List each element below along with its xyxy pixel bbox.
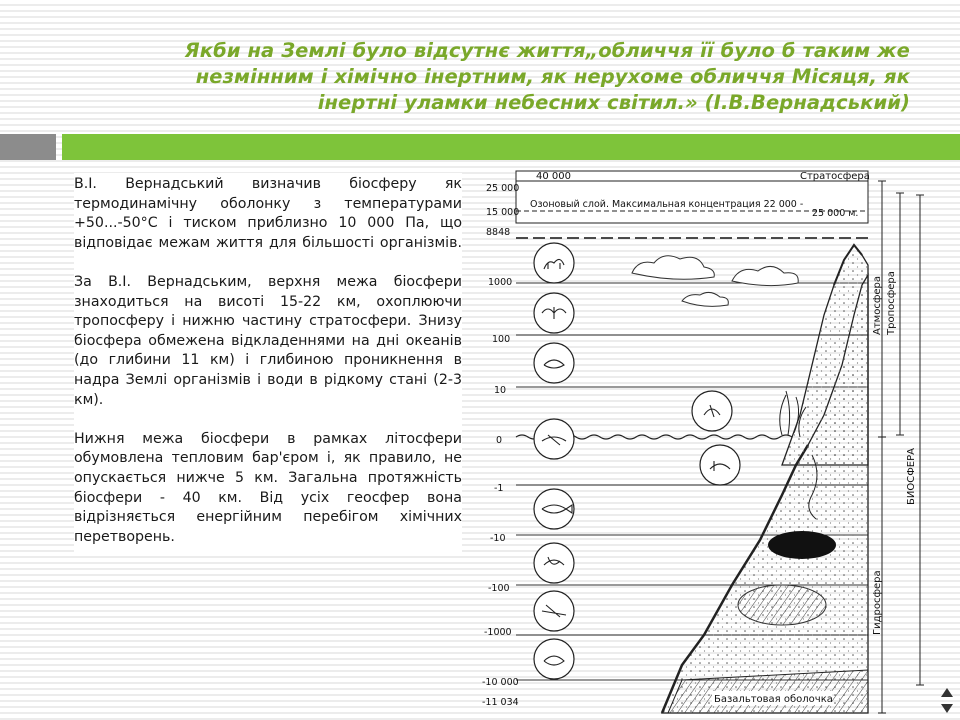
paragraph-upper-boundary: За В.І. Вернадським, верхня межа біосфери знаходиться на висоті 15-22 км, охоплюючи тропосферу і нижню частину стратосфери. Знизу біосфера обмежена відкладеннями на дні океанів (до глибини 11 км) і глибиною проникнення в надра Землі організмів і води в рідкому стані (2-3 км). [74, 273, 462, 408]
title-line-1: Якби на Землі було відсутнє життя„обличчя її було б таким же [184, 39, 910, 62]
organism-circle-4 [534, 419, 574, 459]
ozone-label: Озоновый слой. Максимальная концентрация 22 000 - [530, 199, 804, 210]
basalt-label: Базальтовая оболочка [714, 694, 833, 705]
axis-tick: 100 [492, 334, 511, 345]
atmosphere-label: Атмосфера [872, 275, 883, 335]
axis-tick: -10 [490, 533, 506, 544]
stratosphere-label: Стратосфера [800, 171, 870, 182]
axis-tick: 1000 [488, 277, 513, 288]
hydrosphere-label: Гидросфера [872, 570, 883, 635]
axis-tick: 8848 [486, 227, 511, 238]
header-bar-green [62, 134, 960, 160]
axis-tick: 0 [496, 435, 503, 446]
troposphere-label: Тропосфера [886, 271, 897, 335]
axis-tick: -1 [494, 483, 504, 494]
altitude-axis [482, 183, 519, 708]
organism-circle-10 [700, 445, 740, 485]
header-bar-gray [0, 134, 56, 160]
scroll-up-icon[interactable] [941, 688, 953, 697]
axis-tick: -10 000 [482, 677, 519, 688]
axis-tick: -1000 [484, 627, 512, 638]
axis-tick: -100 [488, 583, 510, 594]
axis-tick: 10 [494, 385, 507, 396]
organism-circle-8 [534, 639, 574, 679]
organism-circle-5 [534, 489, 574, 529]
paragraph-lower-boundary: Нижня межа біосфери в рамках літосфери обумовлена тепловим бар'єром і, як правило, не опускається нижче 5 км. Загальна протяжність біосфери - 40 км. Від усіх геосфер вона відрізняється енергійним перебігом хімічних перетворень. [74, 430, 462, 545]
quote-title [120, 38, 910, 116]
groundwater-lens [738, 585, 826, 625]
title-line-2: незмінним і хімічно інертним, як нерухоме обличчя Місяця, як [195, 65, 910, 88]
body-text [74, 173, 462, 553]
organism-circles [534, 243, 740, 679]
axis-tick: 15 000 [486, 207, 520, 218]
axis-tick: -11 034 [482, 697, 519, 708]
title-line-3-main: інертні уламки небесних світил.» ( [317, 91, 714, 114]
organism-circle-3 [534, 343, 574, 383]
organism-circle-7 [534, 591, 574, 631]
organism-circle-6 [534, 543, 574, 583]
right-brackets [878, 181, 924, 713]
oil-deposit [768, 531, 836, 559]
title-line-3-end: ) [900, 91, 910, 114]
biosphere-label: БИОСФЕРА [906, 448, 917, 505]
clouds [632, 256, 798, 307]
ozone-max-value: 25 000 м. [812, 208, 859, 219]
axis-tick: 25 000 [486, 183, 520, 194]
top-altitude-label: 40 000 [536, 171, 571, 182]
paragraph-definition: В.І. Вернадський визначив біосферу як термодинамічну оболонку з температурами +50...-50°С і тиском приблизно 10 000 Па, що відповідає межам життя для більшості організмів. [74, 176, 462, 251]
title-line-3 [120, 90, 910, 116]
biosphere-diagram [482, 165, 942, 715]
scroll-down-icon[interactable] [941, 704, 953, 713]
title-author: І.В.Вернадський [713, 91, 901, 114]
